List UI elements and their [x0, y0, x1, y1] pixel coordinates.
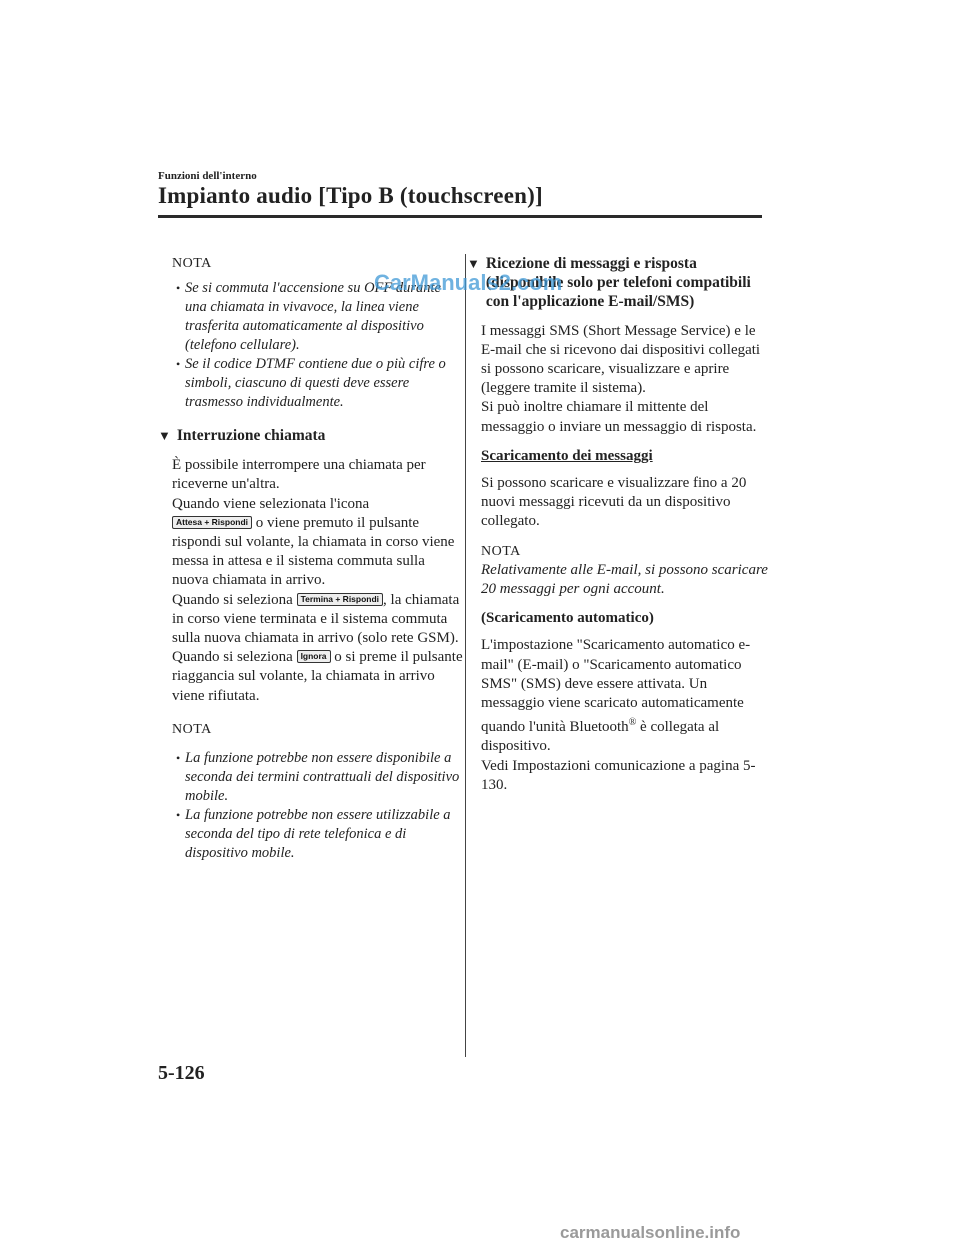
bullet-icon: •	[176, 281, 181, 296]
paragraph-text: è collegata al dispositivo.	[481, 719, 720, 755]
paragraph	[481, 322, 771, 437]
paragraph-text: Quando viene selezionata l'icona	[172, 495, 370, 512]
subheading: (Scaricamento automatico)	[481, 610, 654, 627]
attesa-rispondi-button: Attesa + Rispondi	[172, 516, 252, 529]
nota-label: NOTA	[481, 543, 521, 559]
left-column	[158, 254, 464, 863]
bullet-icon: •	[176, 357, 181, 372]
ignora-button: Ignora	[297, 650, 331, 663]
note-item	[172, 806, 464, 863]
paragraph-text: , la chiamata in corso viene terminata e il sistema commuta sulla nuova chiamata in arrivo (solo rete GSM).	[172, 591, 460, 647]
nota-label: NOTA	[172, 721, 212, 737]
note-list	[172, 279, 464, 412]
note-list	[172, 749, 464, 863]
watermark-logo: CarManuals2.com	[374, 270, 563, 295]
subheading: Scaricamento dei messaggi	[481, 447, 653, 464]
nota-label: NOTA	[172, 256, 212, 271]
paragraph-text: È possibile interrompere una chiamata per riceverne un'altra.	[172, 457, 426, 493]
bullet-icon: •	[176, 751, 181, 766]
section-label: Funzioni dell'interno	[158, 170, 257, 182]
paragraph-text: L'impostazione "Scaricamento automatico e-mail" (E-mail) o "Scaricamento automatico SMS" (SMS) deve essere attivata. Un messaggio viene scaricato automaticamente quando l'unità Bluetooth	[481, 637, 751, 736]
nota-text: Relativamente alle E-mail, si possono scaricare 20 messaggi per ogni account.	[481, 561, 768, 598]
triangle-down-icon: ▼	[467, 256, 480, 271]
paragraph-text: o si preme il pulsante riaggancia sul volante, la chiamata in arrivo viene rifiutata.	[172, 649, 463, 704]
termina-rispondi-button: Termina + Rispondi	[297, 593, 383, 606]
registered-mark: ®	[628, 717, 637, 729]
note-text: La funzione potrebbe non essere utilizzabile a seconda del tipo di rete telefonica e di dispositivo mobile.	[185, 807, 451, 862]
footer-watermark: carmanualsonline.info	[560, 1223, 741, 1242]
paragraph	[172, 456, 464, 706]
note-text: La funzione potrebbe non essere disponibile a seconda dei termini contrattuali del dispositivo mobile.	[185, 750, 460, 805]
paragraph-text: Vedi Impostazioni comunicazione a pagina 5-130.	[481, 757, 756, 793]
bullet-icon: •	[176, 808, 181, 823]
triangle-down-icon: ▼	[158, 428, 171, 444]
note-item	[172, 749, 464, 806]
paragraph-text: Quando si seleziona	[172, 591, 293, 608]
section-title: Ricezione di messaggi e risposta (disponibile solo per telefoni compatibili con l'applicazione E-mail/SMS)	[485, 255, 751, 311]
section-heading	[158, 426, 464, 446]
column-divider	[465, 254, 466, 1057]
header-rule	[158, 215, 762, 218]
paragraph-text: Si può inoltre chiamare il mittente del messaggio o inviare un messaggio di risposta.	[481, 399, 757, 435]
paragraph: Si possono scaricare e visualizzare fino a 20 nuovi messaggi ricevuti da un dispositivo collegato.	[481, 475, 747, 530]
note-text: Se si commuta l'accensione su OFF durante una chiamata in vivavoce, la linea viene trasferita automaticamente al dispositivo (telefono cellulare).	[185, 280, 441, 354]
note-text: Se il codice DTMF contiene due o più cifre o simboli, ciascuno di questi deve essere trasmesso individualmente.	[185, 356, 446, 411]
page-number: 5-126	[158, 1062, 205, 1084]
section-title: Interruzione chiamata	[176, 427, 326, 445]
paragraph-text: o viene premuto il pulsante rispondi sul volante, la chiamata in corso viene messa in attesa e il sistema commuta sulla nuova chiamata in arrivo.	[172, 514, 455, 589]
paragraph-text: Quando si seleziona	[172, 649, 293, 666]
chapter-title: Impianto audio [Tipo B (touchscreen)]	[158, 183, 543, 208]
paragraph-text: I messaggi SMS (Short Message Service) e le E-mail che si ricevono dai dispositivi collegati si possono scaricare, visualizzare e aprire (leggere tramite il sistema).	[481, 322, 761, 397]
note-item	[172, 355, 464, 412]
paragraph	[481, 636, 771, 795]
